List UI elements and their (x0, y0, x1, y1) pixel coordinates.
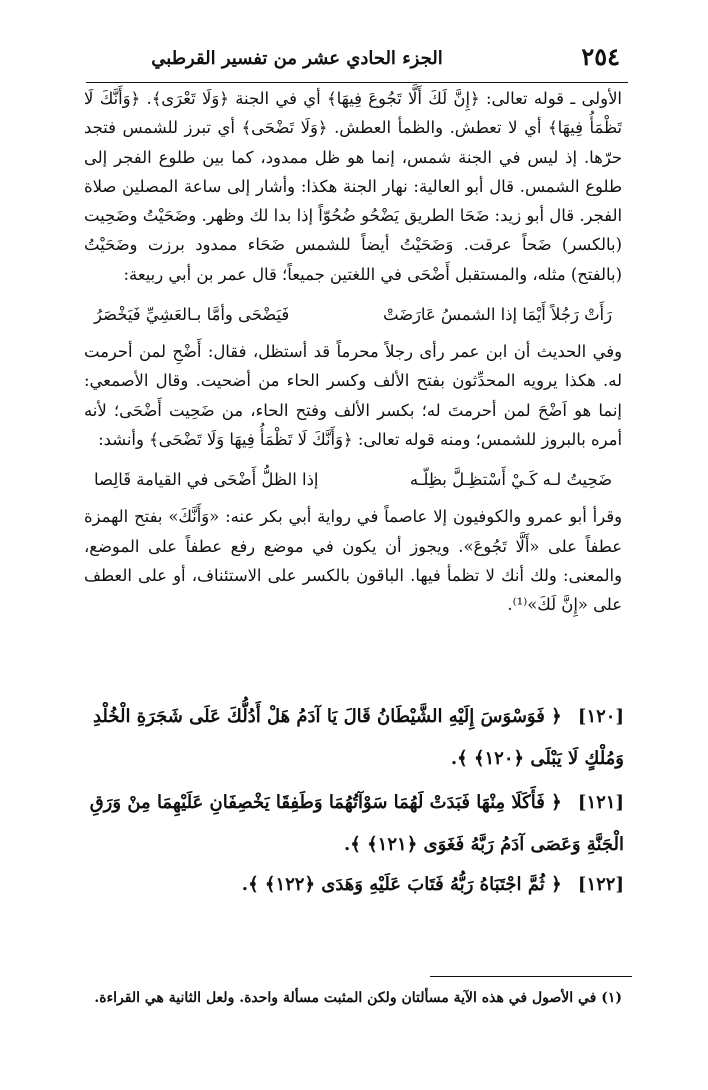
verse-text: ﴿ فَوَسْوَسَ إِلَيْهِ الشَّيْطَانُ قَالَ يَا آدَمُ هَلْ أَدُلُّكَ عَلَى شَجَرَةِ الْخُلْدِ وَمُلْكٍ لَا يَبْلَى ﴿١٢٠﴾ ﴾. (92, 706, 624, 769)
commentary-paragraph-2: وفي الحديث أن ابن عمر رأى رجلاً محرماً قد أستظل، فقال: أَضْحِ لمن أحرمت له. هكذا يرويه المحدِّثون بفتح الألف وكسر الحاء من أضحيت. وقال الأصمعي: إنما هو اَضْحَ لمن أحرمتَ له؛ بكسر الألف وفتح الحاء، من ضَحِيت أَضْحَى؛ لأنه أمره بالبروز للشمس؛ ومنه قوله تعالى: ﴿وَأَنَّكَ لَا تَظْمَأُ فِيهَا وَلَا تَضْحَى﴾ وأنشد: (84, 342, 622, 449)
footnote: (١) في الأصول في هذه الآية مسألتان ولكن المثبت مسألة واحدة. ولعل الثانية هي القراءة. (94, 990, 622, 1006)
verse-text: ﴿ ثُمَّ اجْتَبَاهُ رَبُّهُ فَتَابَ عَلَيْهِ وَهَدَى ﴿١٢٢﴾ ﴾. (241, 874, 562, 895)
poem-hemistich-left: إذا الظلُّ أَضْحَى في القيامة قَالِصا (94, 470, 319, 490)
page-header (86, 42, 628, 83)
commentary-paragraph-3: وقرأ أبو عمرو والكوفيون إلا عاصماً في رواية أبي بكر عنه: «وَأَنَّكَ» بفتح الهمزة عطفاً على «أَلَّا تَجُوعَ». ويجوز أن يكون في موضع رفع عطفاً على الموضع، والمعنى: ولك أنك لا تظمأ فيها. الباقون بالكسر على الاستئناف، أو على العطف على «إِنَّ لَكَ»⁽¹⁾. (84, 507, 622, 615)
poem-line-1 (94, 301, 612, 329)
commentary-body (84, 84, 622, 619)
poem-hemistich-left: فَيَضْحَى وأمَّا بـالعَشِيِّ فَيَخْصَرُ (94, 305, 290, 325)
quran-verse-121 (60, 782, 624, 866)
footnote-divider (430, 976, 632, 977)
page-number: ٢٥٤ (581, 42, 620, 71)
quran-verse-122 (60, 864, 624, 906)
quran-verse-120 (60, 696, 624, 780)
poem-line-2 (94, 466, 612, 494)
verse-number: [١٢١] (577, 792, 624, 813)
poem-hemistich-right: رَأَتْ رَجُلاً أَيْمَا إذا الشمسُ عَارَضَتْ (382, 305, 612, 325)
commentary-paragraph-1: الأولى ـ قوله تعالى: ﴿إِنَّ لَكَ أَلَّا تَجُوعَ فِيهَا﴾ أي في الجنة ﴿وَلَا تَعْرَى﴾. ﴿وَأَنَّكَ لَا تَظْمَأُ فِيهَا﴾ أي لا تعطش. والظمأ العطش. ﴿وَلَا تَضْحَى﴾ أي تبرز للشمس فتجد حرّها. إذ ليس في الجنة شمس، إنما هو ظل ممدود، كما بين طلوع الفجر إلى طلوع الشمس. قال أبو العالية: نهار الجنة هكذا: وأشار إلى ساعة المصلين صلاة الفجر. قال أبو زيد: ضَحَا الطريق يَضْحُو ضُحُوّاً إذا بدا لك وظهر. وضَحَيْتُ وضَحِيت (بالكسر) ضَحاً عرقت. وَضَحَيْتُ أيضاً للشمس ضَحَاء ممدود برزت وضَحَيْتُ (بالفتح) مثله، والمستقبل أَضْحَى في اللغتين جميعاً؛ قال عمر بن أبي ربيعة: (84, 89, 622, 284)
poem-hemistich-right: ضَحِيتُ لـه كَـيْ أَسْتظِـلَّ بظِلّـه (409, 470, 612, 490)
verse-number: [١٢٢] (577, 874, 624, 895)
running-title: الجزء الحادي عشر من تفسير القرطبي (151, 48, 443, 69)
verse-number: [١٢٠] (577, 706, 624, 727)
verse-text: ﴿ فَأَكَلَا مِنْهَا فَبَدَتْ لَهُمَا سَوْآتُهُمَا وَطَفِقَا يَخْصِفَانِ عَلَيْهِمَا مِنْ وَرَقِ الْجَنَّةِ وَعَصَى آدَمُ رَبَّهُ فَغَوَى ﴿١٢١﴾ ﴾. (89, 792, 624, 855)
